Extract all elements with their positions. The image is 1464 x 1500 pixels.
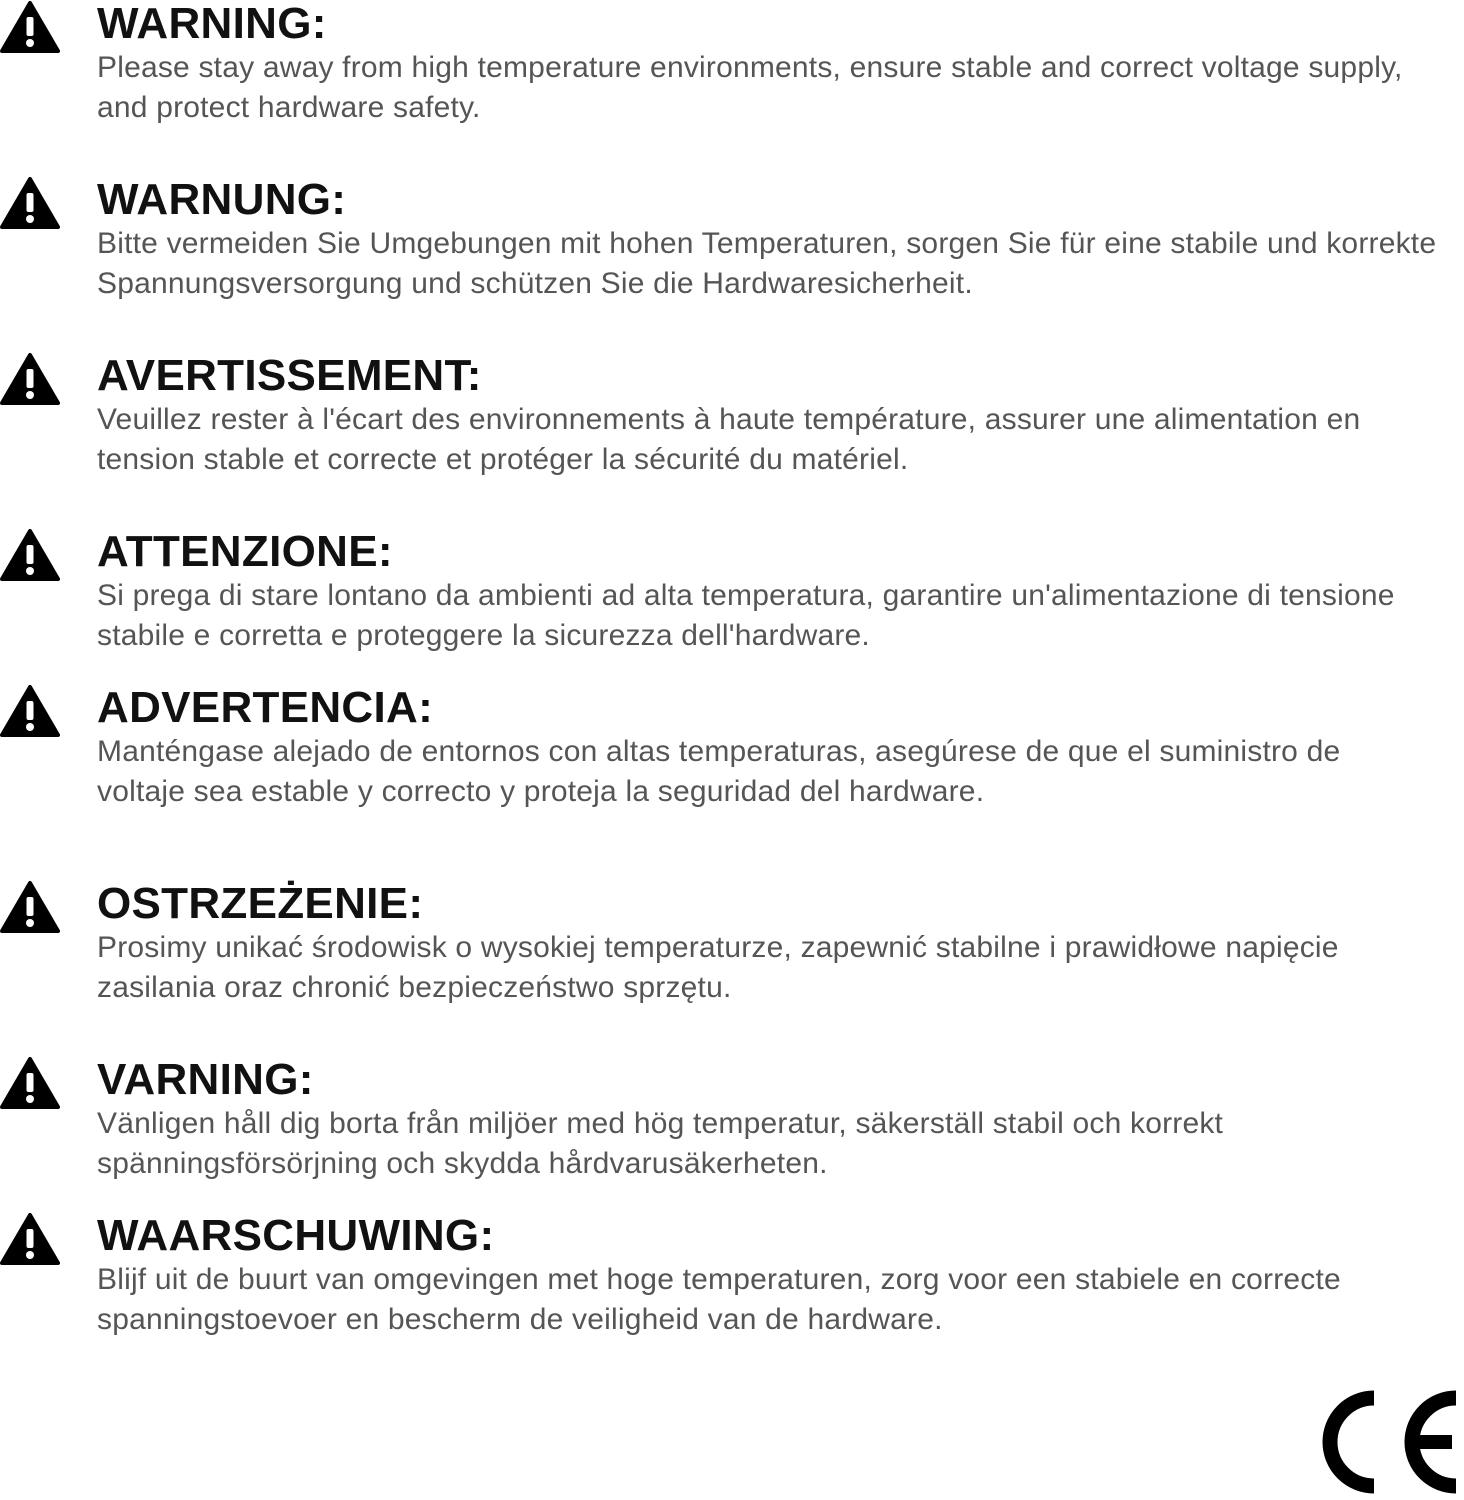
- warning-triangle-icon: [0, 684, 60, 738]
- warning-triangle-icon: [0, 0, 60, 54]
- warning-title: ATTENZIONE:: [97, 527, 393, 576]
- warning-text: Bitte vermeiden Sie Umgebungen mit hohen Temperaturen, sorgen Sie für eine stabile und korrekte Spannungsversorgung und schützen Sie die Hardwaresicherheit.: [97, 227, 1437, 300]
- warning-title: WARNING:: [97, 0, 327, 48]
- ce-mark-icon: [1318, 1386, 1464, 1498]
- warning-triangle-icon: [0, 176, 60, 230]
- warning-triangle-icon: [0, 528, 60, 582]
- warning-triangle-icon: [0, 880, 60, 934]
- warning-triangle-icon: [0, 352, 60, 406]
- warning-text: Veuillez rester à l'écart des environnements à haute température, assurer une alimentation en tension stable et correcte et protéger la sécurité du matériel.: [97, 403, 1361, 476]
- warning-title: OSTRZEŻENIE:: [97, 879, 424, 928]
- warning-title: VARNING:: [97, 1055, 314, 1104]
- warning-text: Vänligen håll dig borta från miljöer med hög temperatur, säkerställ stabil och korrekt spänningsförsörjning och skydda hårdvarusäkerheten.: [97, 1107, 1224, 1180]
- warning-text: Please stay away from high temperature environments, ensure stable and correct voltage supply, and protect hardware safety.: [97, 51, 1403, 124]
- warning-triangle-icon: [0, 1056, 60, 1110]
- warning-title: WARNUNG:: [97, 175, 347, 224]
- warning-text: Blijf uit de buurt van omgevingen met hoge temperaturen, zorg voor een stabiele en correcte spanningstoevoer en bescherm de veiligheid van de hardware.: [97, 1263, 1341, 1336]
- warning-title: ADVERTENCIA:: [97, 683, 434, 732]
- warning-title: WAARSCHUWING:: [97, 1211, 495, 1260]
- warning-title: AVERTISSEMENT:: [97, 351, 482, 400]
- warning-text: Manténgase alejado de entornos con altas temperaturas, asegúrese de que el suministro de voltaje sea estable y correcto y proteja la seguridad del hardware.: [97, 735, 1341, 808]
- warning-triangle-icon: [0, 1212, 60, 1266]
- warning-text: Prosimy unikać środowisk o wysokiej temperaturze, zapewnić stabilne i prawidłowe napięcie zasilania oraz chronić bezpieczeństwo sprzętu.: [97, 931, 1339, 1004]
- warning-text: Si prega di stare lontano da ambienti ad alta temperatura, garantire un'alimentazione di tensione stabile e corretta e proteggere la sicurezza dell'hardware.: [97, 579, 1395, 652]
